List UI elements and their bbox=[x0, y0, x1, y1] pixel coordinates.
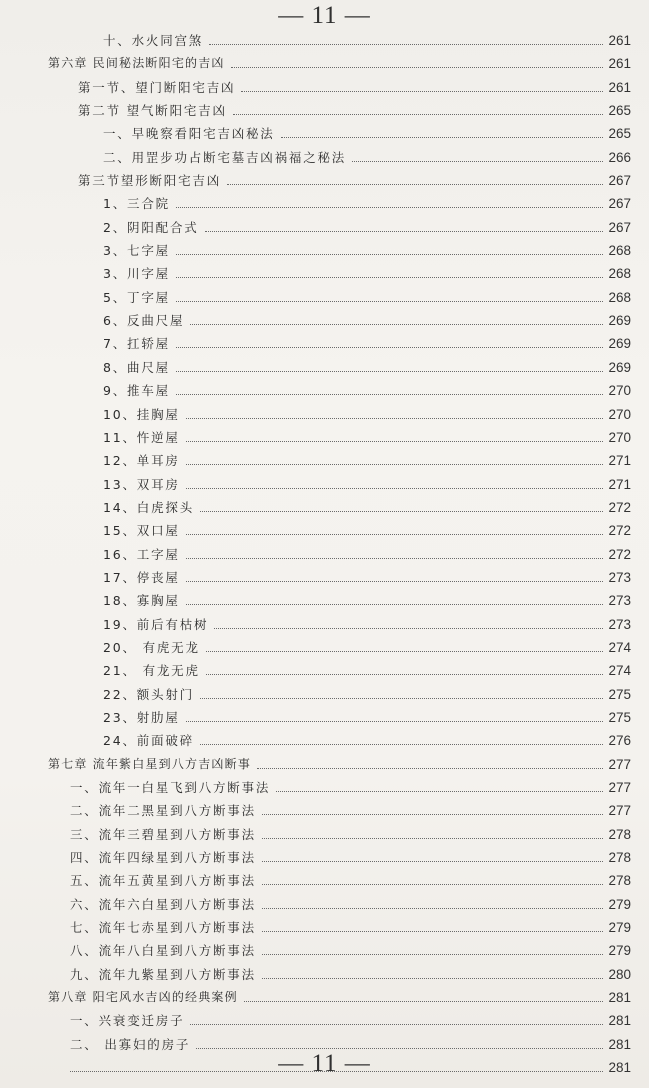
toc-entry-title: 21、 有龙无虎 bbox=[103, 663, 200, 679]
toc-entry-title: 一、早晚察看阳宅吉凶秘法 bbox=[103, 126, 275, 142]
toc-page-number: 271 bbox=[608, 476, 631, 492]
toc-entry-title: 5、丁字屋 bbox=[103, 289, 170, 305]
toc-dot-leader bbox=[190, 1024, 603, 1025]
toc-page-number: 271 bbox=[608, 453, 631, 469]
toc-page-number: 261 bbox=[608, 79, 631, 95]
toc-entry bbox=[0, 29, 649, 52]
toc-entry bbox=[0, 403, 649, 426]
toc-entry bbox=[0, 753, 649, 776]
toc-entry bbox=[0, 449, 649, 472]
toc-dot-leader bbox=[262, 931, 603, 932]
toc-page-number: 268 bbox=[608, 266, 631, 282]
toc-page-number: 281 bbox=[608, 1013, 631, 1029]
toc-entry bbox=[0, 169, 649, 192]
toc-page-number: 267 bbox=[608, 196, 631, 212]
toc-page-number: 277 bbox=[608, 756, 631, 772]
toc-entry-title: 2、阴阳配合式 bbox=[103, 219, 199, 235]
toc-page-number: 270 bbox=[608, 429, 631, 445]
toc-dot-leader bbox=[227, 184, 603, 185]
toc-entry bbox=[0, 262, 649, 285]
toc-entry-title: 20、 有虎无龙 bbox=[103, 639, 200, 655]
toc-entry bbox=[0, 893, 649, 916]
toc-entry-title: 3、七字屋 bbox=[103, 243, 170, 259]
toc-page-number: 267 bbox=[608, 173, 631, 189]
toc-page-number: 272 bbox=[608, 499, 631, 515]
toc-entry bbox=[0, 916, 649, 939]
toc-dot-leader bbox=[186, 441, 603, 442]
toc-page-number: 266 bbox=[608, 149, 631, 165]
toc-dot-leader bbox=[176, 277, 603, 278]
toc-entry-title: 二、流年二黑星到八方断事法 bbox=[70, 803, 256, 819]
toc-entry bbox=[0, 729, 649, 752]
toc-dot-leader bbox=[262, 814, 603, 815]
toc-entry bbox=[0, 356, 649, 379]
toc-chapter-title: 第六章 民间秘法断阳宅的吉凶 bbox=[48, 56, 225, 71]
toc-page-number: 265 bbox=[608, 103, 631, 119]
toc-entry-title: 九、流年九紫星到八方断事法 bbox=[70, 966, 256, 982]
toc-dot-leader bbox=[176, 207, 603, 208]
toc-page-number: 278 bbox=[608, 826, 631, 842]
toc-dot-leader bbox=[196, 1048, 603, 1049]
toc-dot-leader bbox=[176, 394, 603, 395]
toc-entry bbox=[0, 823, 649, 846]
toc-entry bbox=[0, 332, 649, 355]
toc-entry bbox=[0, 1009, 649, 1032]
toc-page-number: 270 bbox=[608, 406, 631, 422]
toc-page-number: 281 bbox=[608, 990, 631, 1006]
toc-dot-leader bbox=[233, 114, 603, 115]
toc-entry-title: 24、前面破碎 bbox=[103, 733, 195, 749]
toc-dot-leader bbox=[200, 511, 603, 512]
toc-entry bbox=[0, 99, 649, 122]
toc-dot-leader bbox=[186, 418, 603, 419]
toc-entry bbox=[0, 776, 649, 799]
toc-dot-leader bbox=[176, 371, 603, 372]
toc-page-number: 269 bbox=[608, 336, 631, 352]
toc-page-number: 268 bbox=[608, 243, 631, 259]
toc-entry-title: 16、工字屋 bbox=[103, 546, 180, 562]
toc-entry-title: 七、流年七赤星到八方断事法 bbox=[70, 920, 256, 936]
toc-entry-title: 13、双耳房 bbox=[103, 476, 180, 492]
toc-dot-leader bbox=[200, 698, 603, 699]
toc-page-number: 275 bbox=[608, 686, 631, 702]
toc-entry-title: 八、流年八白星到八方断事法 bbox=[70, 943, 256, 959]
toc-page-number: 272 bbox=[608, 546, 631, 562]
toc-entry bbox=[0, 613, 649, 636]
toc-dot-leader bbox=[176, 347, 603, 348]
toc-entry bbox=[0, 309, 649, 332]
toc-page-number: 265 bbox=[608, 126, 631, 142]
toc-dot-leader bbox=[257, 768, 603, 769]
toc-entry bbox=[0, 52, 649, 75]
toc-entry bbox=[0, 543, 649, 566]
toc-entry bbox=[0, 122, 649, 145]
toc-page-number: 269 bbox=[608, 313, 631, 329]
toc-page-number: 274 bbox=[608, 663, 631, 679]
toc-page-number: 278 bbox=[608, 873, 631, 889]
toc-entry-title: 10、挂胸屋 bbox=[103, 406, 180, 422]
toc-entry bbox=[0, 986, 649, 1009]
toc-dot-leader bbox=[186, 534, 603, 535]
toc-dot-leader bbox=[244, 1001, 603, 1002]
toc-page-number: 270 bbox=[608, 383, 631, 399]
toc-page-number: 272 bbox=[608, 523, 631, 539]
toc-dot-leader bbox=[186, 488, 603, 489]
table-of-contents bbox=[0, 29, 649, 1079]
toc-entry-title: 11、忤逆屋 bbox=[103, 429, 180, 445]
toc-entry bbox=[0, 379, 649, 402]
toc-entry-title: 15、双口屋 bbox=[103, 523, 180, 539]
toc-page-number: 267 bbox=[608, 219, 631, 235]
toc-page-number: 279 bbox=[608, 896, 631, 912]
toc-dot-leader bbox=[262, 978, 603, 979]
toc-page-number: 279 bbox=[608, 943, 631, 959]
toc-entry-title: 一、流年一白星飞到八方断事法 bbox=[70, 780, 271, 795]
toc-entry bbox=[0, 799, 649, 822]
toc-dot-leader bbox=[231, 67, 603, 68]
toc-entry-title: 6、反曲尺屋 bbox=[103, 313, 185, 329]
toc-entry-title: 四、流年四绿星到八方断事法 bbox=[70, 850, 256, 866]
toc-page-number: 274 bbox=[608, 639, 631, 655]
toc-dot-leader bbox=[206, 651, 603, 652]
toc-entry-title: 22、额头射门 bbox=[103, 686, 195, 702]
toc-entry bbox=[0, 519, 649, 542]
toc-page-number: 277 bbox=[608, 780, 631, 795]
toc-entry-title: 1、三合院 bbox=[103, 196, 170, 212]
toc-entry bbox=[0, 286, 649, 309]
toc-page-number: 281 bbox=[608, 1036, 631, 1052]
toc-entry-title: 二、用罡步功占断宅墓吉凶祸福之秘法 bbox=[103, 149, 347, 165]
toc-page-number: 277 bbox=[608, 803, 631, 819]
toc-entry-title: 8、曲尺屋 bbox=[103, 359, 170, 375]
toc-entry bbox=[0, 659, 649, 682]
toc-page-number: 273 bbox=[608, 616, 631, 632]
toc-dot-leader bbox=[214, 628, 603, 629]
toc-entry bbox=[0, 239, 649, 262]
toc-page-number: 269 bbox=[608, 359, 631, 375]
toc-dot-leader bbox=[176, 301, 603, 302]
header-page-number: — 11 — bbox=[278, 2, 371, 29]
toc-entry-title: 12、单耳房 bbox=[103, 453, 180, 469]
toc-chapter-title: 第七章 流年紫白星到八方吉凶断事 bbox=[48, 756, 252, 771]
toc-page-number: 278 bbox=[608, 850, 631, 866]
toc-dot-leader bbox=[281, 137, 603, 138]
toc-dot-leader bbox=[352, 161, 603, 162]
toc-entry bbox=[0, 683, 649, 706]
toc-page-number: 261 bbox=[608, 56, 631, 72]
toc-entry bbox=[0, 846, 649, 869]
toc-entry bbox=[0, 473, 649, 496]
toc-dot-leader bbox=[262, 954, 603, 955]
toc-page-number: 261 bbox=[608, 33, 631, 48]
toc-entry bbox=[0, 963, 649, 986]
toc-dot-leader bbox=[276, 791, 603, 792]
toc-page-number: 273 bbox=[608, 569, 631, 585]
toc-page-number: 280 bbox=[608, 966, 631, 982]
toc-dot-leader bbox=[186, 581, 603, 582]
toc-dot-leader bbox=[186, 558, 603, 559]
toc-dot-leader bbox=[205, 231, 603, 232]
toc-entry bbox=[0, 869, 649, 892]
toc-dot-leader bbox=[262, 908, 603, 909]
toc-page-number: 276 bbox=[608, 733, 631, 749]
toc-dot-leader bbox=[186, 604, 603, 605]
toc-dot-leader bbox=[262, 838, 603, 839]
toc-page-number: 281 bbox=[608, 1060, 631, 1076]
toc-entry-title: 7、扛轿屋 bbox=[103, 336, 170, 352]
toc-entry-title: 一、兴衰变迁房子 bbox=[70, 1013, 185, 1029]
toc-dot-leader bbox=[262, 861, 603, 862]
toc-entry-title: 9、推车屋 bbox=[103, 383, 170, 399]
toc-entry-title: 18、寡胸屋 bbox=[103, 593, 180, 609]
toc-dot-leader bbox=[200, 744, 603, 745]
toc-entry bbox=[0, 589, 649, 612]
toc-dot-leader bbox=[262, 884, 603, 885]
toc-dot-leader bbox=[190, 324, 603, 325]
toc-dot-leader bbox=[241, 91, 603, 92]
toc-entry bbox=[0, 939, 649, 962]
toc-entry bbox=[0, 216, 649, 239]
toc-entry-title: 3、川字屋 bbox=[103, 266, 170, 282]
toc-page-number: 275 bbox=[608, 709, 631, 725]
toc-entry-title: 三、流年三碧星到八方断事法 bbox=[70, 826, 256, 842]
footer-page-number: — 11 — bbox=[278, 1050, 371, 1077]
toc-entry bbox=[0, 76, 649, 99]
toc-entry-title: 二、 出寡妇的房子 bbox=[70, 1036, 191, 1052]
toc-entry-title: 第一节、望门断阳宅吉凶 bbox=[78, 79, 236, 95]
toc-entry-title: 19、前后有枯树 bbox=[103, 616, 209, 632]
toc-dot-leader bbox=[176, 254, 603, 255]
toc-entry-title: 17、停丧屋 bbox=[103, 569, 180, 585]
toc-entry bbox=[0, 706, 649, 729]
toc-entry bbox=[0, 192, 649, 215]
toc-entry bbox=[0, 426, 649, 449]
toc-dot-leader bbox=[70, 1071, 603, 1072]
toc-entry-title: 五、流年五黄星到八方断事法 bbox=[70, 873, 256, 889]
toc-dot-leader bbox=[186, 464, 603, 465]
toc-entry-title: 第二节 望气断阳宅吉凶 bbox=[78, 103, 227, 119]
toc-chapter-title: 第八章 阳宅风水吉凶的经典案例 bbox=[48, 990, 238, 1005]
toc-page-number: 273 bbox=[608, 593, 631, 609]
toc-dot-leader bbox=[206, 674, 603, 675]
toc-page-number: 268 bbox=[608, 289, 631, 305]
toc-dot-leader bbox=[186, 721, 603, 722]
toc-entry bbox=[0, 566, 649, 589]
toc-page-number: 279 bbox=[608, 920, 631, 936]
toc-entry-title: 六、流年六白星到八方断事法 bbox=[70, 896, 256, 912]
toc-dot-leader bbox=[209, 44, 603, 45]
toc-entry-title: 23、射肋屋 bbox=[103, 709, 180, 725]
toc-entry-title: 14、白虎探头 bbox=[103, 499, 195, 515]
toc-entry-title: 第三节望形断阳宅吉凶 bbox=[78, 173, 222, 189]
toc-entry bbox=[0, 636, 649, 659]
toc-entry-title: 十、水火同宫煞 bbox=[103, 33, 204, 48]
toc-entry bbox=[0, 496, 649, 519]
toc-entry bbox=[0, 146, 649, 169]
